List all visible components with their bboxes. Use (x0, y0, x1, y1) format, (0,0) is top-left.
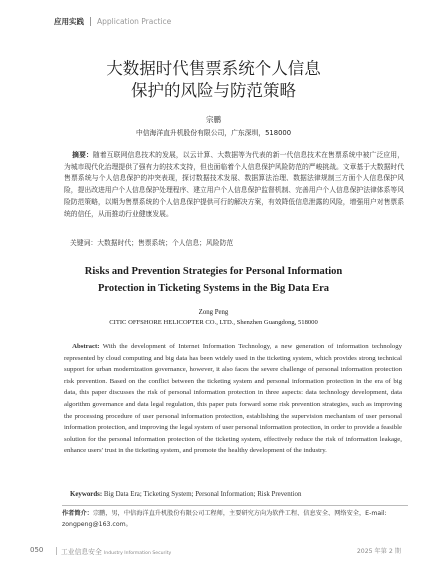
keywords-en (70, 491, 301, 498)
title-en-line1: Risks and Prevention Strategies for Personal Information (84, 266, 343, 277)
keywords-en-text: Big Data Era; Ticketing System; Personal Information; Risk Prevention (103, 491, 302, 498)
footer-divider (56, 547, 57, 555)
author-name-en: Zong Peng (198, 309, 229, 316)
footnote-label: 作者简介： (62, 510, 93, 517)
footnote-divider (62, 505, 408, 506)
abstract-en (64, 341, 402, 457)
keywords-en-label: Keywords: (70, 491, 103, 498)
abstract-zh-label: 摘要： (72, 151, 93, 159)
author-footnote (62, 509, 408, 530)
abstract-zh-text: 随着互联网信息技术的发展，以云计算、大数据等为代表的新一代信息技术在售票系统中被广泛应用，为城市现代化治理提供了强有力的技术支持，但也面临着个人信息保护风险防范的严峻挑战。文章基于大数据时代售票系统与个人信息保护的冲突表现，探讨数据技术发展、数据算法治理、数据法律规制三方面个人信息保护风险，提出改进用户个人信息保护处理程序、建立用户个人信息保护监督机制、完善用户个人信息保护法律体系等风险防范策略，以期为售票系统的个人信息保护提供可行的解决方案，有效降低信息泄露的风险，增强用户对售票系统的信任，从而推动行业健康发展。 (64, 151, 405, 218)
title-en-line2: Protection in Ticketing Systems in the Big Data Era (98, 283, 329, 294)
running-header (54, 16, 171, 27)
paper-title-en (0, 263, 427, 297)
header-divider (90, 17, 91, 26)
page-footer (0, 543, 427, 559)
journal-title-zh: 工业信息安全 (61, 548, 102, 556)
abstract-en-text: With the development of Internet Information Technology, a new generation of information technology represented by cloud computing and big data has been widely used in the ticketing system, which provides strong technical support for urban modernization governance, however, it also faces the severe challenge of personal information protection risk prevention. Based on the conflict between the ticketing system and personal information protection in the era of big data, this paper discusses the risk of personal information protection in three aspects: data technology development, data algorithm governance and data legal regulation, this paper puts forward some risk prevention strategies, such as improving the processing procedure of user personal information protection, establishing the supervision mechanism of user personal information protection, and improving the legal system of user personal information protection, in order to provide a feasible solution for the personal information protection of the ticketing system, effectively reduce the risk of information leakage, enhance users' trust in the ticketing system, and promote the healthy development of the industry. (64, 343, 402, 455)
affiliation-en: CITIC OFFSHORE HELICOPTER CO., LTD., Shenzhen Guangdong, 518000 (109, 319, 318, 326)
abstract-en-label: Abstract: (72, 343, 100, 350)
affiliation-zh: 中信海洋直升机股份有限公司，广东深圳，518000 (135, 129, 292, 137)
section-label: 应用实践 (54, 17, 84, 26)
section-label-en: Application Practice (97, 17, 172, 26)
title-zh-line2: 保护的风险与防范策略 (131, 81, 296, 100)
abstract-zh (64, 150, 404, 220)
page-number: 050 (30, 546, 44, 554)
keywords-zh-text: 大数据时代；售票系统；个人信息；风险防范 (97, 239, 234, 247)
title-zh-line1: 大数据时代售票系统个人信息 (106, 59, 321, 78)
journal-title (52, 546, 171, 556)
keywords-zh-label: 关键词： (70, 239, 98, 247)
footnote-text: 宗鹏，男，中信海洋直升机股份有限公司工程师，主要研究方向为软件工程、信息安全、网络安全，E-mail: zongpeng@163.com。 (62, 510, 387, 528)
keywords-zh (70, 237, 233, 247)
journal-title-en: Industry Information Security (103, 551, 172, 556)
paper-title-zh (0, 58, 427, 102)
issue-label: 2025 年第 2 期 (356, 548, 401, 555)
author-name-zh: 宗鹏 (206, 115, 221, 124)
